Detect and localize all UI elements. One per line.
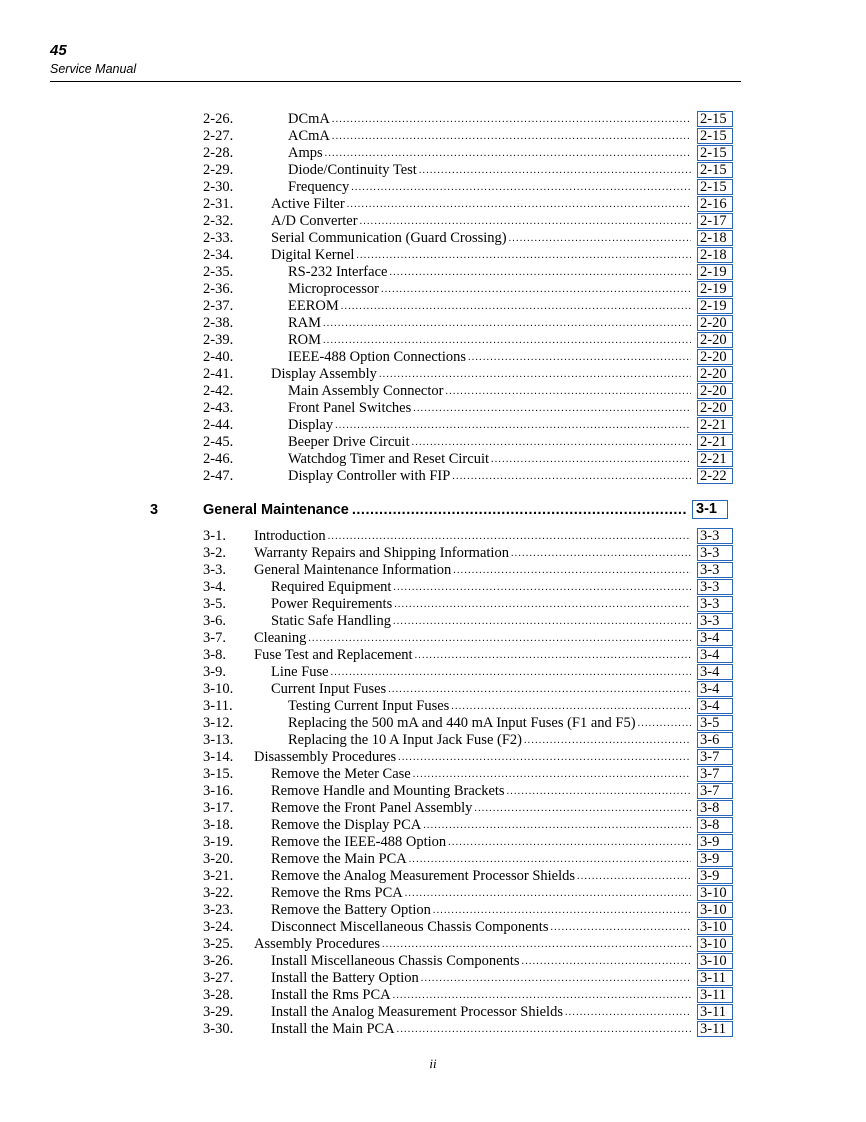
toc-entry[interactable] [203, 434, 733, 451]
toc-entry[interactable] [203, 366, 733, 383]
toc-entry[interactable] [203, 800, 733, 817]
leader-dots [511, 545, 691, 562]
toc-entry[interactable] [203, 247, 733, 264]
toc-entry-page-link[interactable]: 3-4 [697, 681, 733, 697]
toc-entry-title: Replacing the 10 A Input Jack Fuse (F2) [288, 732, 522, 748]
toc-entry-title: EEROM [288, 298, 339, 314]
toc-entry[interactable] [203, 766, 733, 783]
toc-entry[interactable] [203, 851, 733, 868]
toc-entry-title: Diode/Continuity Test [288, 162, 417, 178]
toc-entry-number: 2-38. [203, 315, 234, 331]
toc-entry[interactable] [203, 885, 733, 902]
toc-entry[interactable] [203, 834, 733, 851]
toc-entry-page-link[interactable]: 2-15 [697, 179, 733, 195]
toc-entry-page-link[interactable]: 3-4 [697, 664, 733, 680]
toc-entry[interactable] [203, 630, 733, 647]
leader-dots [397, 1021, 691, 1038]
toc-entry-number: 3-29. [203, 1004, 234, 1020]
leader-dots [328, 528, 691, 545]
header-title: Service Manual [50, 62, 137, 76]
toc-entry-number: 2-29. [203, 162, 234, 178]
toc-entry-page-link[interactable]: 2-17 [697, 213, 733, 229]
toc-entry[interactable] [203, 298, 733, 315]
toc-entry[interactable] [203, 264, 733, 281]
toc-entry-page-link[interactable]: 2-22 [697, 468, 733, 484]
toc-entry-page-link[interactable]: 2-16 [697, 196, 733, 212]
toc-entry-page-link[interactable]: 2-20 [697, 315, 733, 331]
toc-entry-page-link[interactable]: 3-5 [697, 715, 733, 731]
leader-dots [389, 264, 691, 281]
toc-entry-title: Remove the Battery Option [271, 902, 431, 918]
toc-entry-number: 3-6. [203, 613, 226, 629]
toc-entry-title: Remove Handle and Mounting Brackets [271, 783, 505, 799]
toc-entry-page-link[interactable]: 3-7 [697, 749, 733, 765]
leader-dots [491, 451, 691, 468]
toc-entry-page-link[interactable]: 2-21 [697, 417, 733, 433]
toc-entry-page-link[interactable]: 3-10 [697, 902, 733, 918]
toc-entry-number: 2-26. [203, 111, 234, 127]
leader-dots [382, 936, 691, 953]
toc-entry-number: 3-21. [203, 868, 234, 884]
toc-entry[interactable] [203, 579, 733, 596]
toc-entry-title: RS-232 Interface [288, 264, 388, 280]
toc-entry-page-link[interactable]: 2-21 [697, 434, 733, 450]
toc-entry-title: Install the Battery Option [271, 970, 419, 986]
toc-entry-number: 3-22. [203, 885, 234, 901]
toc-entry[interactable] [203, 868, 733, 885]
chapter-number: 3 [150, 502, 159, 518]
toc-entry-number: 3-9. [203, 664, 226, 680]
toc-entry-number: 3-4. [203, 579, 226, 595]
toc-entry-page-link[interactable]: 2-18 [697, 247, 733, 263]
toc-entry-number: 3-8. [203, 647, 226, 663]
toc-entry[interactable] [203, 400, 733, 417]
toc-entry-title: Testing Current Input Fuses [288, 698, 450, 714]
toc-entry-title: Line Fuse [271, 664, 329, 680]
toc-entry-title: Static Safe Handling [271, 613, 392, 629]
leader-dots [415, 647, 691, 664]
toc-entry-page-link[interactable]: 3-3 [697, 545, 733, 561]
leader-dots [388, 681, 691, 698]
toc-entry-page-link[interactable]: 2-15 [697, 145, 733, 161]
toc-entry[interactable] [203, 179, 733, 196]
page-footer-number: ii [429, 1056, 437, 1071]
toc-entry-title: Remove the Display PCA [271, 817, 422, 833]
toc-entry-number: 2-43. [203, 400, 234, 416]
leader-dots [351, 179, 691, 196]
toc-entry-title: Front Panel Switches [288, 400, 412, 416]
toc-entry-number: 2-36. [203, 281, 234, 297]
leader-dots [393, 613, 691, 630]
leader-dots [419, 162, 691, 179]
toc-entry-page-link[interactable]: 3-10 [697, 936, 733, 952]
toc-entry-title: Active Filter [271, 196, 345, 212]
toc-entry-page-link[interactable]: 3-4 [697, 630, 733, 646]
leader-dots [451, 698, 691, 715]
toc-entry-page-link[interactable]: 3-11 [697, 970, 733, 986]
toc-entry[interactable] [203, 196, 733, 213]
toc-entry-number: 3-27. [203, 970, 234, 986]
toc-entry-title: Install the Main PCA [271, 1021, 395, 1037]
leader-dots [507, 783, 691, 800]
toc-entry-title: Frequency [288, 179, 350, 195]
toc-entry-title: Install Miscellaneous Chassis Components [271, 953, 520, 969]
toc-entry-page-link[interactable]: 3-8 [697, 800, 733, 816]
leader-dots [474, 800, 691, 817]
toc-entry-title: Cleaning [254, 630, 307, 646]
toc-entry-number: 2-47. [203, 468, 234, 484]
toc-entry[interactable] [203, 230, 733, 247]
toc-entry[interactable] [203, 715, 733, 732]
toc-entry-title: Remove the IEEE-488 Option [271, 834, 447, 850]
toc-entry-title: Power Requirements [271, 596, 393, 612]
toc-entry[interactable] [203, 128, 733, 145]
leader-dots [332, 111, 691, 128]
chapter-title: General Maintenance [203, 500, 352, 520]
toc-entry-number: 3-11. [203, 698, 233, 714]
leader-dots [577, 868, 691, 885]
leader-dots [393, 579, 691, 596]
leader-dots [409, 851, 691, 868]
toc-entry-number: 2-32. [203, 213, 234, 229]
toc-entry-number: 3-15. [203, 766, 234, 782]
toc-entry[interactable] [203, 162, 733, 179]
toc-entry[interactable] [203, 332, 733, 349]
leader-dots [394, 596, 691, 613]
toc-entry-page-link[interactable]: 2-15 [697, 162, 733, 178]
toc-entry-number: 3-26. [203, 953, 234, 969]
toc-entry-page-link[interactable]: 3-11 [697, 987, 733, 1003]
toc-entry[interactable] [203, 111, 733, 128]
toc-entry-title: DCmA [288, 111, 330, 127]
leader-dots [412, 434, 691, 451]
toc-entry-number: 2-41. [203, 366, 234, 382]
toc-entry-page-link[interactable]: 3-3 [697, 579, 733, 595]
toc-entry-number: 3-12. [203, 715, 234, 731]
toc-entry[interactable] [203, 732, 733, 749]
toc-entry-page-link[interactable]: 3-9 [697, 834, 733, 850]
toc-entry[interactable] [203, 213, 733, 230]
toc-entry-number: 3-1. [203, 528, 226, 544]
header-rule [50, 81, 741, 82]
toc-entry-title: Amps [288, 145, 323, 161]
toc-entry-page-link[interactable]: 3-10 [697, 953, 733, 969]
toc-entry-page-link[interactable]: 3-7 [697, 783, 733, 799]
toc-entry-page-link[interactable]: 2-20 [697, 366, 733, 382]
toc-entry-page-link[interactable]: 3-6 [697, 732, 733, 748]
toc-entry-number: 3-30. [203, 1021, 234, 1037]
toc-entry-title: Remove the Meter Case [271, 766, 411, 782]
toc-entry-title: A/D Converter [271, 213, 358, 229]
toc-entry[interactable] [203, 647, 733, 664]
toc-entry[interactable] [203, 281, 733, 298]
leader-dots [347, 196, 691, 213]
toc-entry-number: 3-18. [203, 817, 234, 833]
chapter-page-link[interactable]: 3-1 [692, 500, 728, 519]
toc-entry-page-link[interactable]: 3-9 [697, 851, 733, 867]
toc-entry[interactable] [203, 383, 733, 400]
leader-dots [452, 468, 691, 485]
leader-dots [413, 766, 691, 783]
toc-entry-number: 3-20. [203, 851, 234, 867]
leader-dots [421, 970, 691, 987]
toc-entry-page-link[interactable]: 2-18 [697, 230, 733, 246]
toc-entry-page-link[interactable]: 2-15 [697, 128, 733, 144]
toc-entry[interactable] [203, 1004, 733, 1021]
toc-entry-page-link[interactable]: 2-19 [697, 264, 733, 280]
toc-entry-number: 3-23. [203, 902, 234, 918]
toc-entry-title: ROM [288, 332, 322, 348]
toc-entry-number: 3-13. [203, 732, 234, 748]
toc-entry[interactable] [203, 664, 733, 681]
toc-entry-title: Microprocessor [288, 281, 380, 297]
toc-entry-page-link[interactable]: 3-3 [697, 596, 733, 612]
toc-entry-number: 3-2. [203, 545, 226, 561]
toc-entry-title: Install the Rms PCA [271, 987, 391, 1003]
toc-entry-page-link[interactable]: 2-20 [697, 349, 733, 365]
toc-entry-title: ACmA [288, 128, 330, 144]
toc-entry[interactable] [203, 681, 733, 698]
leader-dots [565, 1004, 691, 1021]
toc-entry[interactable] [203, 145, 733, 162]
toc-entry-title: Display Assembly [271, 366, 377, 382]
toc-entry-page-link[interactable]: 3-7 [697, 766, 733, 782]
leader-dots [325, 145, 691, 162]
toc-entry[interactable] [203, 613, 733, 630]
header-model-number: 45 [50, 42, 67, 59]
toc-entry-title: Replacing the 500 mA and 440 mA Input Fuses (F1 and F5) [288, 715, 636, 731]
toc-entry-title: Remove the Main PCA [271, 851, 407, 867]
toc-entry[interactable] [203, 451, 733, 468]
leader-dots [445, 383, 691, 400]
leader-dots [323, 332, 691, 349]
leader-dots [524, 732, 691, 749]
toc-entry-title: Display Controller with FIP [288, 468, 451, 484]
toc-entry-number: 3-28. [203, 987, 234, 1003]
toc-entry-page-link[interactable]: 3-3 [697, 562, 733, 578]
leader-dots [522, 953, 692, 970]
toc-entry[interactable] [203, 596, 733, 613]
toc-entry-number: 2-31. [203, 196, 234, 212]
toc-entry-title: Warranty Repairs and Shipping Information [254, 545, 509, 561]
toc-entry-title: Remove the Rms PCA [271, 885, 403, 901]
toc-entry-title: Required Equipment [271, 579, 392, 595]
toc-entry[interactable] [203, 919, 733, 936]
toc-entry[interactable] [203, 528, 733, 545]
toc-entry-title: IEEE-488 Option Connections [288, 349, 467, 365]
toc-entry-page-link[interactable]: 3-3 [697, 613, 733, 629]
toc-entry-title: Digital Kernel [271, 247, 355, 263]
toc-entry[interactable] [203, 817, 733, 834]
toc-entry-page-link[interactable]: 3-8 [697, 817, 733, 833]
toc-entry[interactable] [203, 349, 733, 366]
toc-entry-title: Remove the Analog Measurement Processor Shields [271, 868, 576, 884]
leader-dots [341, 298, 691, 315]
leader-dots [323, 315, 691, 332]
leader-dots [468, 349, 691, 366]
toc-entry-number: 3-5. [203, 596, 226, 612]
toc-entry[interactable] [203, 417, 733, 434]
toc-entry-number: 2-28. [203, 145, 234, 161]
toc-entry[interactable] [203, 783, 733, 800]
toc-entry-page-link[interactable]: 3-10 [697, 919, 733, 935]
toc-entry-number: 2-40. [203, 349, 234, 365]
toc-entry-page-link[interactable]: 2-21 [697, 451, 733, 467]
toc-entry-title: Watchdog Timer and Reset Circuit [288, 451, 490, 467]
toc-entry-number: 2-30. [203, 179, 234, 195]
toc-entry[interactable] [203, 468, 733, 485]
leader-dots [308, 630, 691, 647]
toc-entry-number: 2-33. [203, 230, 234, 246]
toc-entry-number: 2-35. [203, 264, 234, 280]
leader-dots [413, 400, 691, 417]
toc-entry-number: 2-39. [203, 332, 234, 348]
toc-entry-title: Disconnect Miscellaneous Chassis Components [271, 919, 549, 935]
toc-entry-number: 3-17. [203, 800, 234, 816]
toc-entry-page-link[interactable]: 3-11 [697, 1004, 733, 1020]
toc-entry-number: 3-10. [203, 681, 234, 697]
toc-entry-title: Display [288, 417, 334, 433]
leader-dots [398, 749, 691, 766]
leader-dots [335, 417, 691, 434]
toc-entry-title: Beeper Drive Circuit [288, 434, 410, 450]
leader-dots [356, 247, 691, 264]
toc-entry-page-link[interactable]: 3-9 [697, 868, 733, 884]
toc-entry-number: 2-44. [203, 417, 234, 433]
toc-entry-title: Disassembly Procedures [254, 749, 397, 765]
toc-entry[interactable] [203, 902, 733, 919]
toc-entry-title: General Maintenance Information [254, 562, 452, 578]
leader-dots [360, 213, 691, 230]
leader-dots [393, 987, 691, 1004]
toc-entry-title: Introduction [254, 528, 326, 544]
toc-entry[interactable] [203, 315, 733, 332]
toc-entry[interactable] [203, 970, 733, 987]
toc-entry-page-link[interactable]: 2-19 [697, 281, 733, 297]
leader-dots [433, 902, 691, 919]
toc-entry-number: 3-16. [203, 783, 234, 799]
toc-entry[interactable] [203, 562, 733, 579]
toc-entry-number: 3-24. [203, 919, 234, 935]
leader-dots [638, 715, 691, 732]
toc-entry-page-link[interactable]: 2-20 [697, 400, 733, 416]
toc-entry-number: 2-42. [203, 383, 234, 399]
toc-entry[interactable] [203, 1021, 733, 1038]
leader-dots [405, 885, 691, 902]
leader-dots [379, 366, 691, 383]
toc-entry-title: Remove the Front Panel Assembly [271, 800, 473, 816]
leader-dots [550, 919, 691, 936]
leader-dots [352, 500, 686, 520]
toc-entry-title: Current Input Fuses [271, 681, 387, 697]
toc-entry-number: 2-27. [203, 128, 234, 144]
toc-entry[interactable] [203, 936, 733, 953]
toc-entry-number: 3-7. [203, 630, 226, 646]
toc-entry-number: 3-3. [203, 562, 226, 578]
toc-entry-number: 2-37. [203, 298, 234, 314]
toc-entry-number: 2-46. [203, 451, 234, 467]
toc-entry[interactable] [203, 987, 733, 1004]
toc-entry-page-link[interactable]: 3-3 [697, 528, 733, 544]
toc-entry-number: 2-34. [203, 247, 234, 263]
toc-entry-page-link[interactable]: 3-11 [697, 1021, 733, 1037]
leader-dots [381, 281, 691, 298]
toc-entry-page-link[interactable]: 2-19 [697, 298, 733, 314]
toc-entry-page-link[interactable]: 3-4 [697, 647, 733, 663]
toc-entry-title: Fuse Test and Replacement [254, 647, 413, 663]
leader-dots [509, 230, 691, 247]
toc-entry-title: Install the Analog Measurement Processor Shields [271, 1004, 563, 1020]
toc-entry-number: 3-25. [203, 936, 234, 952]
toc-entry-page-link[interactable]: 2-20 [697, 332, 733, 348]
leader-dots [448, 834, 691, 851]
toc-entry[interactable] [203, 698, 733, 715]
toc-entry-title: RAM [288, 315, 322, 331]
toc-entry-number: 2-45. [203, 434, 234, 450]
toc-entry-page-link[interactable]: 2-15 [697, 111, 733, 127]
toc-chapter-3[interactable] [150, 500, 728, 520]
leader-dots [453, 562, 691, 579]
toc-entry-page-link[interactable]: 2-20 [697, 383, 733, 399]
toc-entry[interactable] [203, 953, 733, 970]
toc-entry-number: 3-14. [203, 749, 234, 765]
toc-entry-title: Serial Communication (Guard Crossing) [271, 230, 507, 246]
leader-dots [332, 128, 691, 145]
toc-entry-page-link[interactable]: 3-10 [697, 885, 733, 901]
toc-entry-title: Main Assembly Connector [288, 383, 444, 399]
toc-entry-title: Assembly Procedures [254, 936, 381, 952]
toc-entry-page-link[interactable]: 3-4 [697, 698, 733, 714]
toc-entry-number: 3-19. [203, 834, 234, 850]
leader-dots [331, 664, 691, 681]
toc-entry[interactable] [203, 749, 733, 766]
toc-entry[interactable] [203, 545, 733, 562]
leader-dots [423, 817, 691, 834]
